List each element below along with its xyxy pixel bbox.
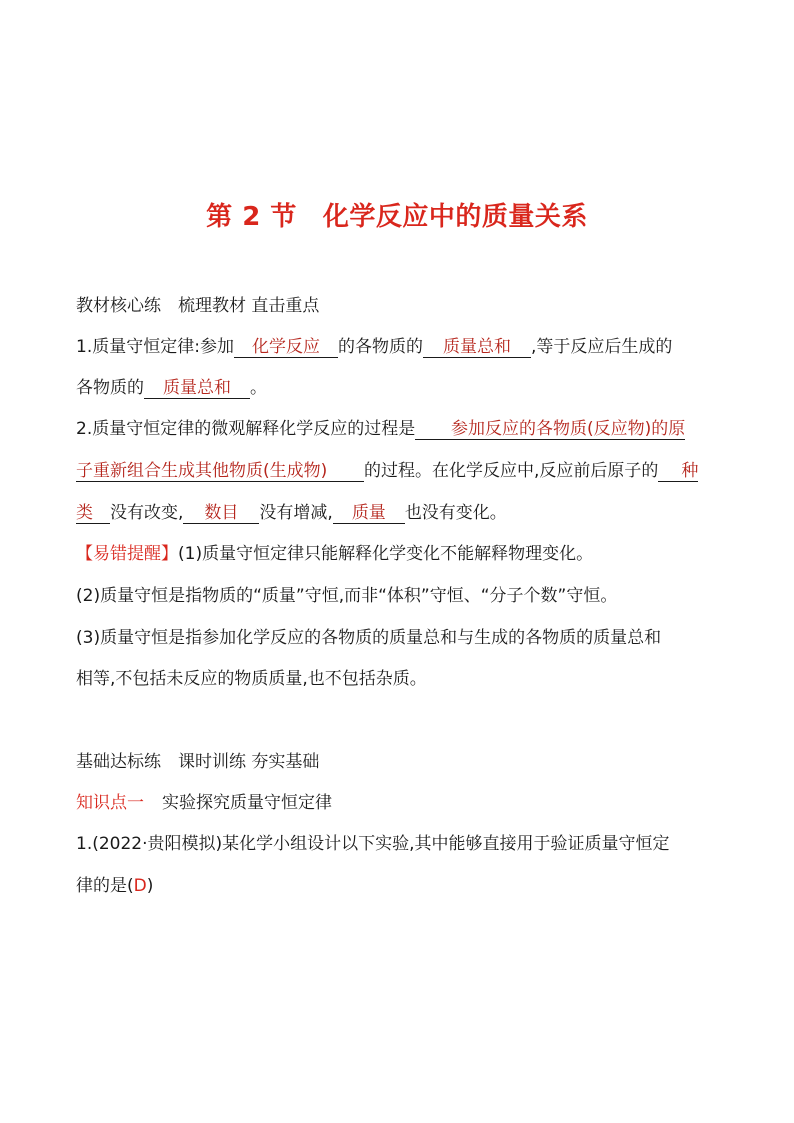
basic-question-1-line-2: 律的是(D): [76, 876, 154, 896]
answer-blank: 类: [76, 503, 110, 524]
basic-practice-heading: 基础达标练 课时训练 夯实基础: [76, 752, 320, 772]
section-topic: 化学反应中的质量关系: [322, 202, 588, 232]
tip-1: 【易错提醒】(1)质量守恒定律只能解释化学变化不能解释物理变化。: [76, 544, 594, 564]
question-2-line-3: 类 没有改变, 数目 没有增减, 质量 也没有变化。: [76, 503, 507, 523]
question-2-line-2: 子重新组合生成其他物质(生成物) 的过程。在化学反应中,反应前后原子的 种: [76, 461, 699, 481]
section-number: 第 2 节: [206, 202, 297, 232]
basic-question-1-line-1: 1.(2022·贵阳模拟)某化学小组设计以下实验,其中能够直接用于验证质量守恒定: [76, 834, 670, 854]
tip-2: (2)质量守恒是指物质的“质量”守恒,而非“体积”守恒、“分子个数”守恒。: [76, 586, 618, 606]
page-title: [0, 196, 794, 233]
question-2-line-1: 2.质量守恒定律的微观解释化学反应的过程是 参加反应的各物质(反应物)的原: [76, 419, 686, 439]
answer-blank: 种: [658, 461, 698, 482]
tip-3-line-1: (3)质量守恒是指参加化学反应的各物质的质量总和与生成的各物质的质量总和: [76, 628, 662, 648]
knowledge-point-heading: [76, 792, 332, 814]
tip-3-line-2: 相等,不包括未反应的物质质量,也不包括杂质。: [76, 669, 427, 689]
answer-blank: 化学反应: [234, 337, 338, 358]
question-1-line-2: 各物质的 质量总和 。: [76, 378, 267, 398]
core-practice-heading: 教材核心练 梳理教材 直击重点: [76, 296, 320, 316]
answer-blank: 参加反应的各物质(反应物)的原: [415, 419, 685, 440]
answer-blank: 质量总和: [423, 337, 531, 358]
knowledge-point-label: 知识点一: [76, 793, 144, 813]
answer-blank: 质量: [333, 503, 405, 524]
tip-label: 【易错提醒】: [76, 544, 178, 564]
question-1-line-1: 1.质量守恒定律:参加 化学反应 的各物质的 质量总和 ,等于反应后生成的: [76, 337, 673, 357]
answer-blank: 质量总和: [144, 378, 250, 399]
answer-blank: 子重新组合生成其他物质(生成物): [76, 461, 364, 482]
question-answer: D: [133, 876, 147, 896]
knowledge-point-topic: 实验探究质量守恒定律: [162, 793, 332, 813]
answer-blank: 数目: [183, 503, 259, 524]
